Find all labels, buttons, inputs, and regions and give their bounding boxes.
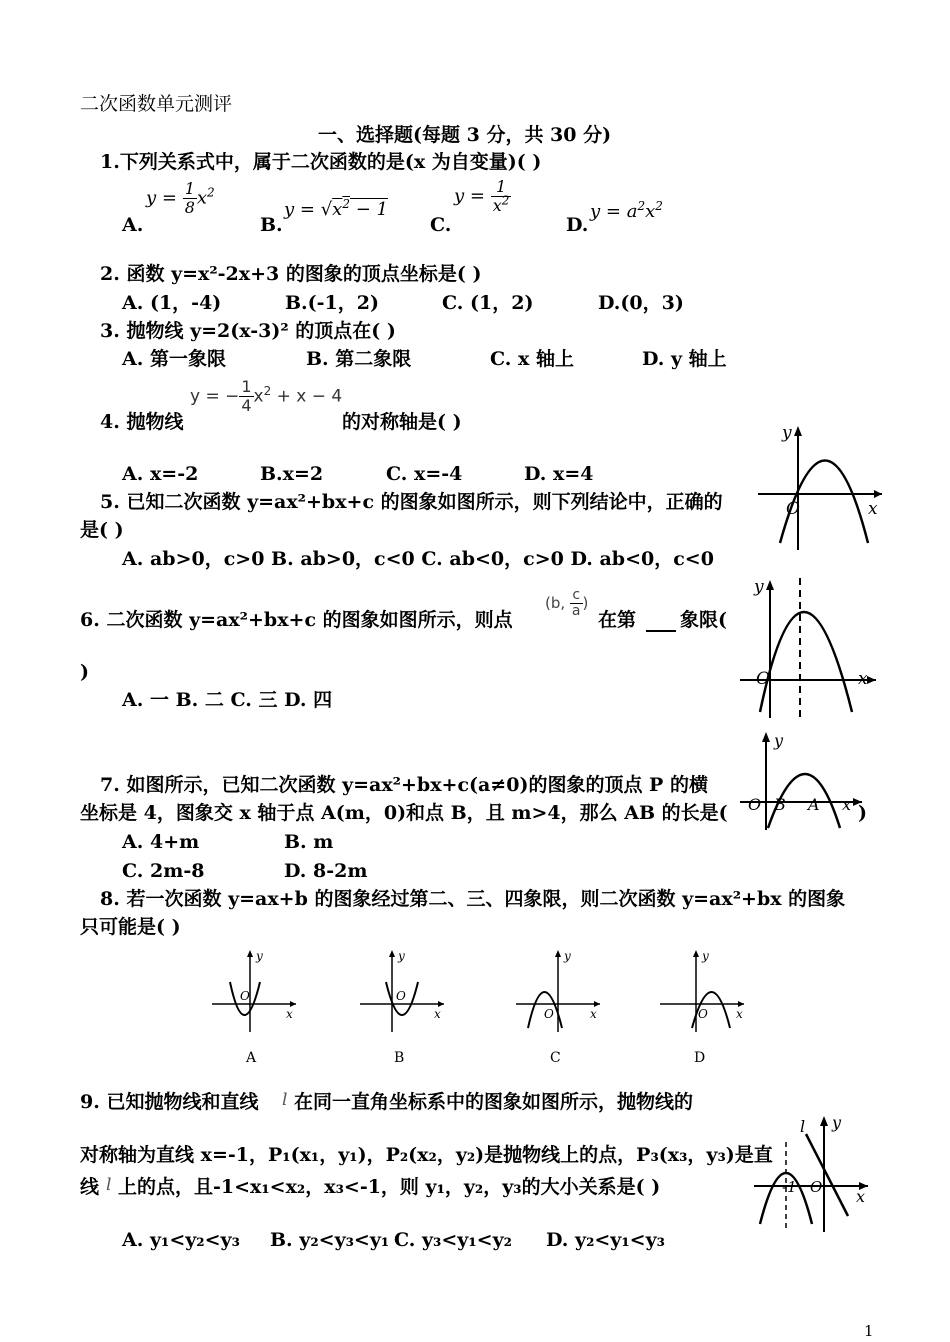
q7-fig-origin-label: O xyxy=(748,795,762,814)
q5-fig-origin-label: O xyxy=(786,499,800,519)
q9-figure xyxy=(752,1112,876,1234)
q6-stem-post: 在第 xyxy=(598,609,637,631)
q7-line1: 7. 如图所示，已知二次函数 y=ax²+bx+c(a≠0)的图象的顶点 P 的横 xyxy=(100,774,708,796)
q9-option-d: D. y₂<y₁<y₃ xyxy=(546,1229,665,1251)
q1-option-c-label: C. xyxy=(430,214,452,236)
q9-line2: 对称轴为直线 x=-1，P₁(x₁，y₁)，P₂(x₂，y₂)是抛物线上的点，P₃(x₃，y₃)是直 xyxy=(80,1144,773,1166)
q8-b-x-label: x xyxy=(434,1007,441,1021)
q4-option-d: D. x=4 xyxy=(524,463,594,485)
q8-graph-c xyxy=(512,948,612,1070)
q9-line-l-symbol-1: l xyxy=(282,1090,288,1110)
q7-line2: 坐标是 4，图象交 x 轴于点 A(m，0)和点 B，且 m>4，那么 AB 的长是( xyxy=(80,802,728,824)
q9-option-c: C. y₃<y₁<y₂ xyxy=(394,1229,512,1251)
q4-option-b: B.x=2 xyxy=(260,463,324,485)
q9-line-l-symbol-2: l xyxy=(106,1175,112,1195)
q6-figure xyxy=(740,572,880,722)
q3-stem: 3. 抛物线 y=2(x-3)² 的顶点在( ) xyxy=(100,320,396,342)
q3-option-d: D. y 轴上 xyxy=(642,348,727,370)
q7-figure xyxy=(740,730,870,832)
q8-c-x-label: x xyxy=(590,1007,597,1021)
q8-a-y-label: y xyxy=(256,949,263,963)
q8-b-origin-label: O xyxy=(396,989,406,1003)
page-number: 1 xyxy=(864,1322,874,1340)
q8-a-x-label: x xyxy=(286,1007,293,1021)
q7-option-c: C. 2m-8 xyxy=(122,860,205,882)
q9-fig-x-label: x xyxy=(856,1187,866,1206)
q8-c-y-label: y xyxy=(564,949,571,963)
q7-fig-a-label: A xyxy=(808,795,820,814)
q2-option-b: B.(-1，2) xyxy=(285,292,379,314)
q1-option-b-formula: $y = √x^2 - 1$ xyxy=(284,197,388,220)
q6-stem-pre: 6. 二次函数 y=ax²+bx+c 的图象如图所示，则点 xyxy=(80,609,513,631)
q5-line2: 是( ) xyxy=(80,519,124,541)
q2-stem: 2. 函数 y=x²-2x+3 的图象的顶点坐标是( ) xyxy=(100,263,482,285)
q6-fig-origin-label: O xyxy=(756,669,770,689)
q5-fig-x-label: x xyxy=(868,499,878,519)
q3-option-b: B. 第二象限 xyxy=(306,348,412,370)
q1-option-b-label: B. xyxy=(260,214,283,236)
q9-fig-origin-label: O xyxy=(810,1178,823,1196)
q4-option-a: A. x=-2 xyxy=(122,463,199,485)
q4-stem-post: 的对称轴是( ) xyxy=(342,411,462,433)
q2-option-c: C. (1，2) xyxy=(442,292,534,314)
q8-label-b: B xyxy=(394,1050,405,1066)
q9-line3-pre: 线 xyxy=(80,1176,100,1198)
q5-line1: 5. 已知二次函数 y=ax²+bx+c 的图象如图所示，则下列结论中，正确的 xyxy=(100,491,723,513)
q5-options: A. ab>0，c>0 B. ab>0，c<0 C. ab<0，c>0 D. ab<0，c<0 xyxy=(122,548,714,570)
q6-line2: ) xyxy=(80,661,89,683)
q8-graph-b xyxy=(356,948,456,1070)
q7-line2-end: ) xyxy=(858,802,867,824)
q1-option-c-formula: y = $\frac{1}{x^2}$ xyxy=(454,177,510,215)
q3-option-c: C. x 轴上 xyxy=(490,348,574,370)
q8-label-c: C xyxy=(550,1050,561,1066)
q4-option-c: C. x=-4 xyxy=(386,463,463,485)
q2-option-a: A. (1，-4) xyxy=(122,292,222,314)
q8-d-x-label: x xyxy=(736,1007,743,1021)
q7-fig-y-label: y xyxy=(774,731,784,750)
section-title: 一、选择题(每题 3 分，共 30 分) xyxy=(318,124,612,146)
q7-option-a: A. 4+m xyxy=(122,831,200,853)
q1-option-d-label: D. xyxy=(566,214,589,236)
q6-blank xyxy=(646,608,676,632)
q8-b-y-label: y xyxy=(398,949,405,963)
q8-label-d: D xyxy=(694,1050,706,1066)
q6-fig-x-label: x xyxy=(858,669,868,689)
q9-fig-neg1-label: -1 xyxy=(782,1178,797,1196)
q6-fig-y-label: y xyxy=(754,577,764,597)
q1-option-a-label: A. xyxy=(122,214,144,236)
q8-d-origin-label: O xyxy=(698,1007,708,1021)
q9-fig-l-label: l xyxy=(800,1117,806,1136)
q5-figure xyxy=(758,418,888,552)
q7-option-b: B. m xyxy=(284,831,334,853)
q8-label-a: A xyxy=(246,1050,257,1066)
q6-stem-end: 象限( xyxy=(680,609,727,631)
q9-line1-pre: 9. 已知抛物线和直线 xyxy=(80,1091,259,1113)
q8-a-origin-label: O xyxy=(240,989,250,1003)
q1-option-a-formula: y = $\frac{1}{8}$ $x^2$ xyxy=(146,179,215,217)
q7-fig-b-label: B xyxy=(774,795,786,814)
q8-line1: 8. 若一次函数 y=ax+b 的图象经过第二、三、四象限，则二次函数 y=ax²+bx 的图象 xyxy=(100,888,846,910)
q9-fig-y-label: y xyxy=(832,1113,842,1132)
q8-line2: 只可能是( ) xyxy=(80,916,181,938)
q2-option-d: D.(0，3) xyxy=(598,292,684,314)
q6-point-formula: (b, $\frac{c}{a}$ ) xyxy=(545,587,589,619)
q8-d-y-label: y xyxy=(702,949,709,963)
q7-option-d: D. 8-2m xyxy=(284,860,368,882)
q8-graph-d xyxy=(656,948,756,1070)
q4-stem-pre: 4. 抛物线 xyxy=(100,411,184,433)
q1-stem: 1.下列关系式中，属于二次函数的是(x 为自变量)( ) xyxy=(100,151,542,173)
q8-c-origin-label: O xyxy=(544,1007,554,1021)
q1-option-d-formula: $y = a^2x^2$ xyxy=(590,199,663,222)
q8-graph-a xyxy=(208,948,308,1070)
q9-option-b: B. y₂<y₃<y₁ xyxy=(270,1229,390,1251)
q4-formula: y = − $\frac{1}{4}$ $x^2 + x - 4$ xyxy=(190,377,343,415)
q6-options: A. 一 B. 二 C. 三 D. 四 xyxy=(122,689,333,711)
doc-title: 二次函数单元测评 xyxy=(80,93,233,115)
q9-option-a: A. y₁<y₂<y₃ xyxy=(122,1229,240,1251)
q9-line1-post: 在同一直角坐标系中的图象如图所示，抛物线的 xyxy=(294,1091,694,1113)
q7-fig-x-label: x xyxy=(842,795,852,814)
q5-fig-y-label: y xyxy=(782,423,792,443)
q9-line3-post: 上的点，且-1<x₁<x₂，x₃<-1，则 y₁，y₂，y₃的大小关系是( ) xyxy=(118,1176,661,1198)
q3-option-a: A. 第一象限 xyxy=(122,348,226,370)
